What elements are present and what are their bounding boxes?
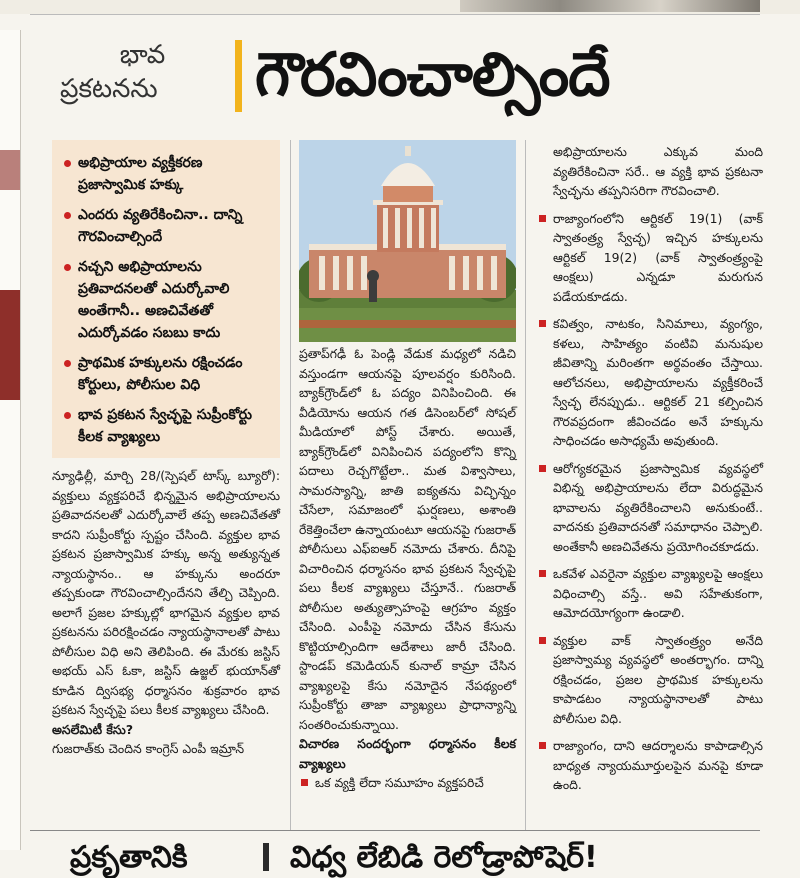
subheading: విచారణ సందర్భంగా ధర్మాసనం కీలక వ్యాఖ్యలు <box>299 736 516 771</box>
highlight-item: ప్రాథమిక హక్కులను రక్షించడం కోర్టులు, పోలీసుల విధి <box>62 352 272 396</box>
body-paragraph: ప్రతాప్‌గఢీ ఓ పెండ్లి వేడుక మధ్యలో నడిచి వస్తుండగా ఆయనపై పూలవర్షం కురిసింది. బ్యాక్‌గ్రౌండ్‌లో ఓ పద్యం వినిపించింది. ఈ వీడియోను ఆయన గత డిసెంబర్‌లో సోషల్ మీడియాలో పోస్ట్ చేశారు. అయితే, బ్యాక్‌గ్రౌండ్‌లో వినిపించిన పద్యంలోని కొన్ని పదాలు రెచ్చగొట్టేలా.. మత విశ్వాసాలు, సామరస్యాన్ని, జాతి ఐక్యతను విచ్ఛిన్నం చేసేలా, సమాజంలో ఘర్షణలు, అశాంతి రేకెత్తించేలా ఉన్నాయంటూ ఆయనపై గుజరాత్ పోలీసులు ఎఫ్ఐఆర్ నమోదు చేశారు. దీనిపై విచారించిన ధర్మాసనం భావ ప్రకటన స్వేచ్ఛపై పలు కీలక వ్యాఖ్యలు చేస్తూనే.. గుజరాత్ పోలీసుల అత్యుత్సాహంపై ఆగ్రహం వ్యక్తం చేసింది. ఎంపీపై నమోదు చేసిన కేసును కొట్టియాల్సిందిగా ఆదేశాలు జారీ చేసింది. స్టాండప్ కమెడియన్ కునాల్ కామ్రా చేసిన వ్యాఖ్యలపై కేసు నమోదైన నేపథ్యంలో సుప్రీంకోర్టు తాజా వ్యాఖ్యలు ప్రాధాన్యాన్ని సంతరించుకున్నాయి. <box>299 346 516 732</box>
body-paragraph: న్యూఢిల్లీ, మార్చి 28/(స్పెషల్ టాస్క్ బ్యూరో): వ్యక్తులు వ్యక్తపరిచే భిన్నమైన అభిప్రాయాలను ప్రతివాదనలతో ఎదుర్కోవాలే తప్ప అణచివేతతో కాదని సుప్రీంకోర్టు స్పష్టం చేసింది. వ్యక్తుల భావ ప్రకటన ప్రజాస్వామిక హక్కు అన్న అత్యున్నత న్యాయస్థానం.. ఆ హక్కును అందరూ తప్పకుండా గౌరవించాల్సిందేనని తేల్చి చెప్పింది. అలాగే ప్రజల హక్కుల్లో భాగమైన వ్యక్తుల భావ ప్రకటనను పరిరక్షించడం న్యాయస్థానాలతో పాటు పోలీసుల విధి అని తెలిపింది. ఈ మేరకు జస్టిస్ అభయ్ ఎస్ ఓకా, జస్టిస్ ఉజ్జల్ భుయాన్‌తో కూడిన ద్విసభ్య ధర్మాసనం శుక్రవారం భావ ప్రకటన స్వేచ్ఛపై పలు కీలక వ్యాఖ్యలు చేసింది. <box>52 468 280 717</box>
bullet-item: వ్యక్తుల వాక్ స్వాతంత్ర్యం అనేది ప్రజాస్వామ్య వ్యవస్థలో అంతర్భాగం. దాన్ని రక్షించడం, ప్రజల ప్రాథమిక హక్కులను కాపాడటం న్యాయస్థానాలతో పాటు పోలీసుల విధి. <box>537 631 763 729</box>
column-rule <box>525 140 526 830</box>
left-margin-strip <box>0 30 21 850</box>
right-column <box>537 142 763 803</box>
next-headline-right: విధ్వ లేబిడి రెలోడ్రాపోషెర్! <box>290 840 598 875</box>
body-paragraph: గుజరాత్‌కు చెందిన కాంగ్రెస్ ఎంపీ ఇమ్రాన్ <box>52 741 245 756</box>
bullet-item: ఒకవేళ ఎవరైనా వ్యక్తుల వ్యాఖ్యలపై ఆంక్షలు విధించాల్సి వస్తే.. అవి సహేతుకంగా, ఆమోదయోగ్యంగా ఉండాలి. <box>537 564 763 623</box>
red-splash <box>0 150 20 190</box>
kicker <box>60 38 225 106</box>
bullet-item: ఒక వ్యక్తి లేదా సమూహం వ్యక్తపరిచే <box>299 773 516 793</box>
subheading: అసలేమిటీ కేసు? <box>52 721 134 737</box>
top-strip <box>0 0 800 14</box>
kicker-line2: ప్రకటనను <box>60 74 158 104</box>
supreme-court-illustration <box>299 140 516 342</box>
next-headline-left: ప్రకృతానికి <box>70 840 188 875</box>
column-rule <box>290 140 291 830</box>
left-column <box>52 466 280 759</box>
red-splash <box>0 290 20 400</box>
highlight-item: నచ్చని అభిప్రాయాలను ప్రతివాదనలతో ఎదుర్కోవాలి అంతేగానీ.. అణచివేతతో ఎదుర్కోవడం సబబు కాదు <box>62 256 272 344</box>
headline: గౌరవించాల్సిందే <box>255 40 610 110</box>
bullet-item: రాజ్యాంగంలోని ఆర్టికల్ 19(1) (వాక్ స్వాతంత్ర్య స్వేచ్ఛ) ఇచ్చిన హక్కులను ఆర్టికల్ 19(2) (వాక్ స్వాతంత్ర్యంపై ఆంక్షలు) ఎన్నడూ మరుగున పడేయకూడదు. <box>537 209 763 307</box>
kicker-divider <box>235 40 242 112</box>
next-headline-divider <box>263 843 269 871</box>
middle-column <box>299 344 516 801</box>
highlight-item: భావ ప్రకటన స్వేచ్ఛపై సుప్రీంకోర్టు కీలక వ్యాఖ్యలు <box>62 404 272 448</box>
bullet-item: ఆరోగ్యకరమైన ప్రజాస్వామిక వ్యవస్థలో విభిన్న అభిప్రాయాలను లేదా విరుద్ధమైన భావాలను వ్యతిరేకించాలని అనుకుంటే.. వాదనకు ప్రతివాదనతో సమాధానం చెప్పాలి. అంతేకానీ అణచివేతను ప్రయోగించకూడదు. <box>537 459 763 557</box>
top-rule <box>30 14 760 15</box>
highlight-item: ఎందరు వ్యతిరేకించినా.. దాన్ని గౌరవించాల్సిందే <box>62 204 272 248</box>
kicker-line1: భావ <box>119 40 166 70</box>
highlight-item: అభిప్రాయాల వ్యక్తీకరణ ప్రజాస్వామిక హక్కు <box>62 152 272 196</box>
bullet-item: కవిత్వం, నాటకం, సినిమాలు, వ్యంగ్యం, కళలు, సాహిత్యం వంటివి మనుషుల జీవితాన్ని మరింతగా అర్థవంతం చేస్తాయి. ఆలోచనలు, అభిప్రాయాలను వ్యక్తీకరించే స్వేచ్ఛ లేనప్పుడు.. ఆర్టికల్ 21 కల్పించిన గౌరవప్రదంగా జీవించడం అనే హక్కును సాధించడం అసాధ్యమే అవుతుంది. <box>537 314 763 451</box>
bullet-item: రాజ్యాంగం, దాని ఆదర్శాలను కాపాడాల్సిన బాధ్యత న్యాయమూర్తులపైన మనపై కూడా ఉంది. <box>537 736 763 795</box>
top-image <box>460 0 760 12</box>
supreme-court-photo <box>299 140 516 342</box>
body-paragraph: అభిప్రాయాలను ఎక్కువ మంది వ్యతిరేకించినా సరే.. ఆ వ్యక్తి భావ ప్రకటనా స్వేచ్ఛను తప్పనిసరిగా గౌరవించాలి. <box>553 144 763 198</box>
highlights-box <box>52 140 280 458</box>
bottom-rule <box>30 830 760 831</box>
